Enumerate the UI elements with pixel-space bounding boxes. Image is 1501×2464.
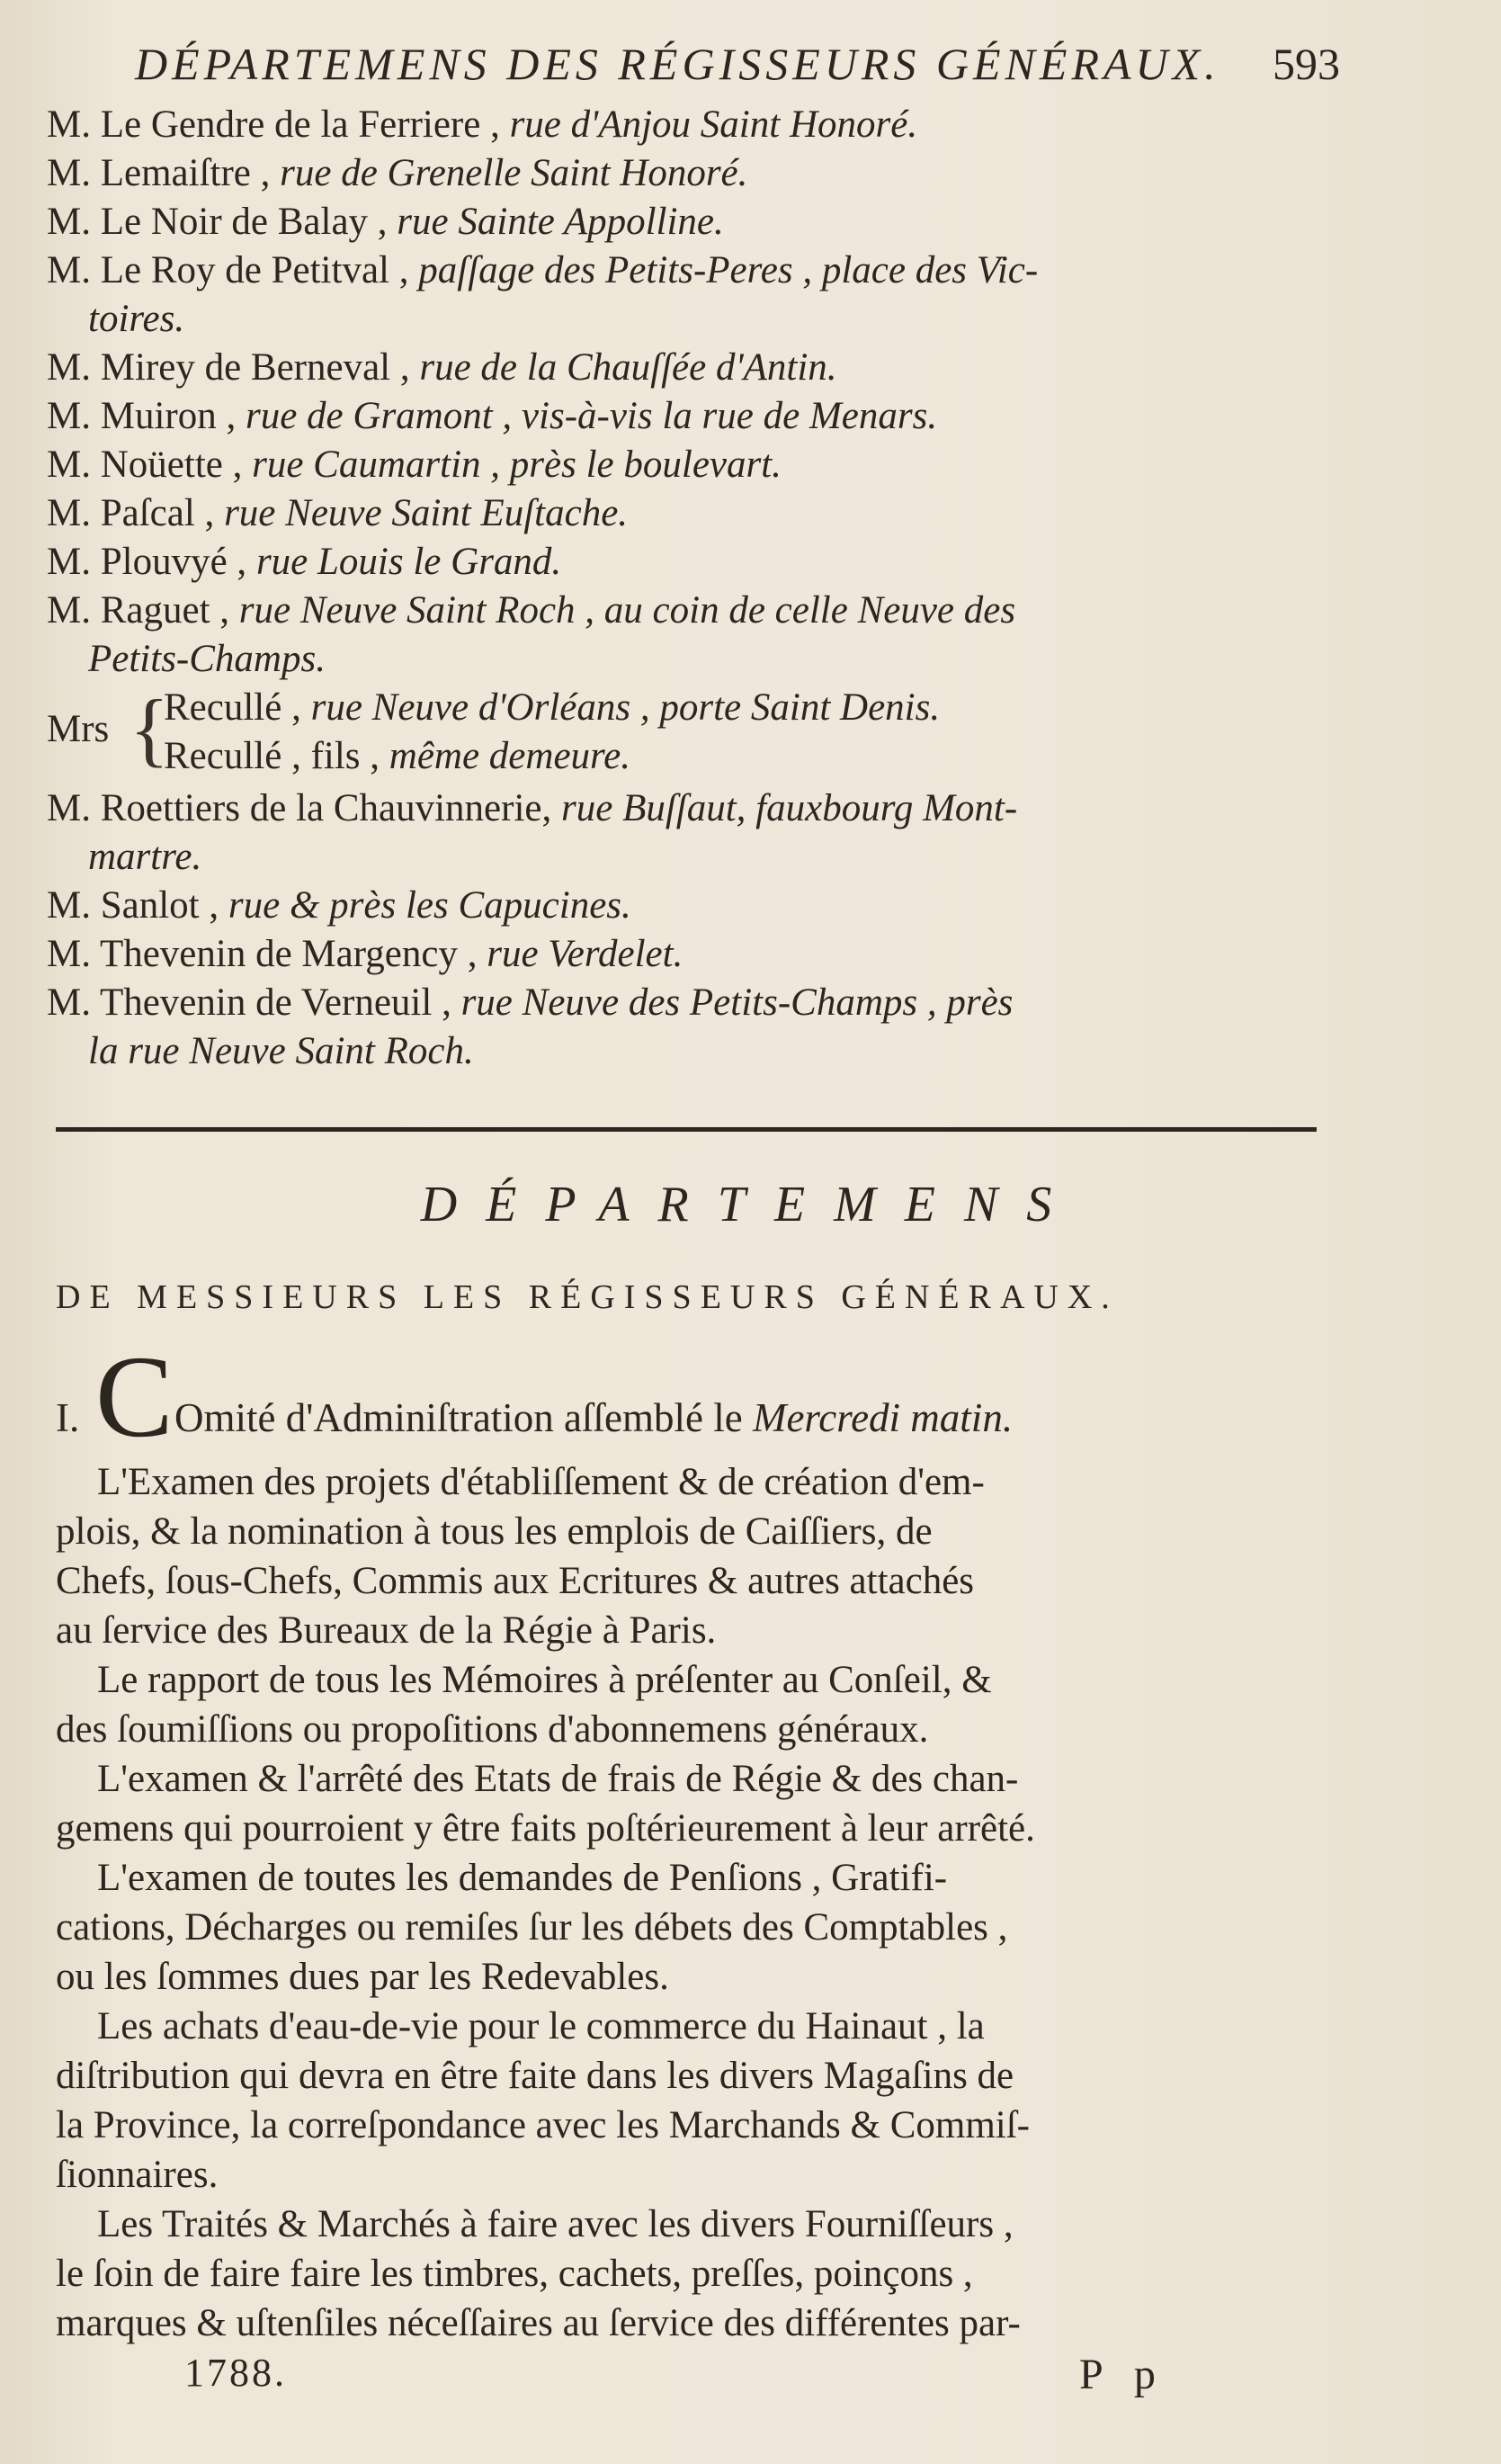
page-header — [135, 38, 1340, 101]
list-item: M. Lemaiſtre , rue de Grenelle Saint Honoré. — [47, 152, 748, 194]
grouped-line-2: Recullé , fils , même demeure. — [164, 735, 631, 777]
paragraph: Le rapport de tous les Mémoires à préſenter au Conſeil, & des ſoumiſſions ou propoſitions d'abonnemens généraux. — [56, 1659, 992, 1751]
body-text — [56, 1457, 1351, 2348]
list-item: M. Le Noir de Balay , rue Sainte Appolline. — [47, 201, 724, 243]
committee-heading — [56, 1332, 1351, 1462]
paragraph: L'Examen des projets d'établiſſement & de création d'em- plois, & la nomination à tous les emplois de Caiſſiers, de Chefs, ſous-Chefs, Commis aux Ecritures & autres attachés au ſervice des Bureaux de la Régie à Paris. — [56, 1461, 985, 1652]
signature-mark: P p — [1079, 2351, 1166, 2398]
drop-cap: C — [95, 1332, 174, 1462]
paragraph: L'examen & l'arrêté des Etats de frais de Régie & des chan- gemens qui pourroient y être faits poſtérieurement à leur arrêté. — [56, 1758, 1035, 1850]
list-item: M. Noüette , rue Caumartin , près le boulevart. — [47, 444, 782, 486]
list-item: M. Thevenin de Margency , rue Verdelet. — [47, 933, 683, 975]
committee-number: I. — [56, 1395, 80, 1440]
list-item: M. Thevenin de Verneuil , rue Neuve des Petits-Champs , près la rue Neuve Saint Roch. — [47, 981, 1014, 1072]
paragraph: L'examen de toutes les demandes de Penſions , Gratifi- cations, Décharges ou remiſes ſur les débets des Comptables , ou les ſommes dues par les Redevables. — [56, 1857, 1008, 1998]
list-item: M. Plouvyé , rue Louis le Grand. — [47, 541, 562, 583]
list-item: M. Raguet , rue Neuve Saint Roch , au coin de celle Neuve des Petits-Champs. — [47, 589, 1016, 680]
paragraph: Les achats d'eau-de-vie pour le commerce du Hainaut , la diſtribution qui devra en être faite dans les divers Magaſins de la Province, la correſpondance avec les Marchands & Commiſ- ſionnaires. — [56, 2005, 1030, 2196]
imprint-year: 1788. — [184, 2351, 287, 2395]
committee-text: Omité d'Adminiſtration aſſemblé le Mercredi matin. — [174, 1395, 1014, 1440]
list-item: M. Sanlot , rue & près les Capucines. — [47, 884, 631, 927]
section-divider — [56, 1127, 1317, 1132]
list-item: M. Muiron , rue de Gramont , vis-à-vis la rue de Menars. — [47, 395, 938, 437]
paragraph: Les Traités & Marchés à faire avec les divers Fourniſſeurs , le ſoin de faire faire les timbres, cachets, preſſes, poinçons , marques & uſtenſiles néceſſaires au ſervice des différentes par- — [56, 2203, 1021, 2344]
brace-glyph: { — [130, 683, 170, 775]
running-head: DÉPARTEMENS DES RÉGISSEURS GÉNÉRAUX. — [135, 39, 1220, 89]
grouped-list-item — [47, 684, 1342, 784]
page-footer — [0, 2350, 1501, 2413]
list-item: M. Le Roy de Petitval , paſſage des Petits-Peres , place des Vic- toires. — [47, 249, 1039, 340]
page-number: 593 — [1273, 39, 1340, 89]
list-item: M. Le Gendre de la Ferriere , rue d'Anjou Saint Honoré. — [47, 103, 918, 146]
grouped-line-1: Recullé , rue Neuve d'Orléans , porte Saint Denis. — [164, 686, 941, 729]
regisseurs-address-list — [47, 101, 1342, 1076]
list-item: M. Mirey de Berneval , rue de la Chauſſée d'Antin. — [47, 346, 837, 389]
section-title: DÉPARTEMENS — [420, 1177, 1081, 1232]
list-item: M. Roettiers de la Chauvinnerie, rue Buſſaut, fauxbourg Mont- martre. — [47, 787, 1018, 878]
messieurs-prefix: Mrs — [47, 708, 110, 750]
section-subtitle: DE MESSIEURS LES RÉGISSEURS GÉNÉRAUX. — [56, 1278, 1119, 1316]
list-item: M. Paſcal , rue Neuve Saint Euſtache. — [47, 492, 629, 534]
